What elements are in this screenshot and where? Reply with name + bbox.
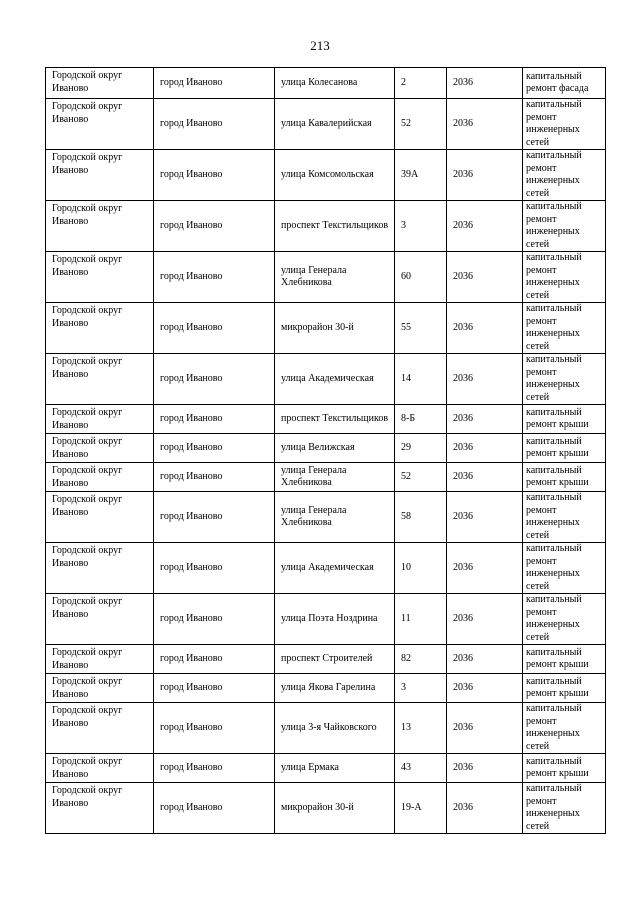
table-row [46,645,606,674]
district-cell: Городской округ Иваново [46,645,154,674]
year-cell: 2036 [447,463,523,492]
city-cell: город Иваново [154,674,275,703]
year-cell: 2036 [447,492,523,543]
street-cell: улица Комсомольская [275,150,395,201]
district-cell: Городской округ Иваново [46,150,154,201]
house-number-cell: 19-А [395,783,447,834]
city-cell: город Иваново [154,645,275,674]
street-cell: улица Генерала Хлебникова [275,463,395,492]
city-cell: город Иваново [154,754,275,783]
district-cell: Городской округ Иваново [46,674,154,703]
year-cell: 2036 [447,99,523,150]
table-row [46,354,606,405]
house-number-cell: 14 [395,354,447,405]
work-type-cell: капитальный ремонт инженерных сетей [523,783,606,834]
city-cell: город Иваново [154,354,275,405]
house-number-cell: 52 [395,99,447,150]
year-cell: 2036 [447,434,523,463]
street-cell: микрорайон 30-й [275,303,395,354]
work-type-cell: капитальный ремонт инженерных сетей [523,252,606,303]
work-type-cell: капитальный ремонт крыши [523,674,606,703]
year-cell: 2036 [447,703,523,754]
year-cell: 2036 [447,674,523,703]
table-row [46,150,606,201]
work-type-cell: капитальный ремонт инженерных сетей [523,594,606,645]
house-number-cell: 52 [395,463,447,492]
table-row [46,405,606,434]
table-row [46,754,606,783]
work-type-cell: капитальный ремонт инженерных сетей [523,703,606,754]
city-cell: город Иваново [154,543,275,594]
table-row [46,492,606,543]
district-cell: Городской округ Иваново [46,754,154,783]
street-cell: улица Якова Гарелина [275,674,395,703]
district-cell: Городской округ Иваново [46,405,154,434]
table-row [46,303,606,354]
year-cell: 2036 [447,754,523,783]
street-cell: микрорайон 30-й [275,783,395,834]
work-type-cell: капитальный ремонт инженерных сетей [523,150,606,201]
house-number-cell: 3 [395,674,447,703]
table-body [46,68,606,834]
district-cell: Городской округ Иваново [46,68,154,99]
district-cell: Городской округ Иваново [46,252,154,303]
year-cell: 2036 [447,201,523,252]
table-row [46,434,606,463]
district-cell: Городской округ Иваново [46,354,154,405]
house-number-cell: 3 [395,201,447,252]
year-cell: 2036 [447,645,523,674]
city-cell: город Иваново [154,492,275,543]
city-cell: город Иваново [154,201,275,252]
street-cell: проспект Текстильщиков [275,201,395,252]
city-cell: город Иваново [154,405,275,434]
house-number-cell: 29 [395,434,447,463]
page-number: 213 [310,38,330,53]
table-row [46,703,606,754]
year-cell: 2036 [447,68,523,99]
table-row [46,594,606,645]
street-cell: улица Генерала Хлебникова [275,492,395,543]
district-cell: Городской округ Иваново [46,303,154,354]
district-cell: Городской округ Иваново [46,783,154,834]
table-row [46,543,606,594]
year-cell: 2036 [447,303,523,354]
city-cell: город Иваново [154,594,275,645]
street-cell: улица Велижская [275,434,395,463]
house-number-cell: 13 [395,703,447,754]
street-cell: улица 3-я Чайковского [275,703,395,754]
district-cell: Городской округ Иваново [46,99,154,150]
city-cell: город Иваново [154,150,275,201]
work-type-cell: капитальный ремонт инженерных сетей [523,543,606,594]
house-number-cell: 39А [395,150,447,201]
street-cell: улица Академическая [275,354,395,405]
work-type-cell: капитальный ремонт инженерных сетей [523,201,606,252]
house-number-cell: 55 [395,303,447,354]
year-cell: 2036 [447,405,523,434]
city-cell: город Иваново [154,99,275,150]
work-type-cell: капитальный ремонт фасада [523,68,606,99]
year-cell: 2036 [447,252,523,303]
year-cell: 2036 [447,783,523,834]
city-cell: город Иваново [154,463,275,492]
year-cell: 2036 [447,594,523,645]
district-cell: Городской округ Иваново [46,594,154,645]
city-cell: город Иваново [154,303,275,354]
district-cell: Городской округ Иваново [46,492,154,543]
street-cell: проспект Строителей [275,645,395,674]
house-number-cell: 2 [395,68,447,99]
table-row [46,674,606,703]
city-cell: город Иваново [154,252,275,303]
work-type-cell: капитальный ремонт инженерных сетей [523,99,606,150]
street-cell: улица Генерала Хлебникова [275,252,395,303]
work-type-cell: капитальный ремонт крыши [523,754,606,783]
house-number-cell: 11 [395,594,447,645]
year-cell: 2036 [447,543,523,594]
work-type-cell: капитальный ремонт крыши [523,645,606,674]
year-cell: 2036 [447,354,523,405]
city-cell: город Иваново [154,783,275,834]
work-type-cell: капитальный ремонт крыши [523,434,606,463]
house-number-cell: 10 [395,543,447,594]
house-number-cell: 8-Б [395,405,447,434]
table-row [46,68,606,99]
table-row [46,201,606,252]
street-cell: проспект Текстильщиков [275,405,395,434]
house-number-cell: 82 [395,645,447,674]
street-cell: улица Академическая [275,543,395,594]
table-row [46,463,606,492]
house-number-cell: 58 [395,492,447,543]
work-type-cell: капитальный ремонт инженерных сетей [523,303,606,354]
table-row [46,783,606,834]
district-cell: Городской округ Иваново [46,463,154,492]
work-type-cell: капитальный ремонт инженерных сетей [523,492,606,543]
street-cell: улица Кавалерийская [275,99,395,150]
district-cell: Городской округ Иваново [46,434,154,463]
work-type-cell: капитальный ремонт инженерных сетей [523,354,606,405]
house-number-cell: 43 [395,754,447,783]
city-cell: город Иваново [154,434,275,463]
city-cell: город Иваново [154,68,275,99]
district-cell: Городской округ Иваново [46,703,154,754]
repair-schedule-table [45,67,606,834]
house-number-cell: 60 [395,252,447,303]
table-row [46,99,606,150]
work-type-cell: капитальный ремонт крыши [523,405,606,434]
street-cell: улица Поэта Ноздрина [275,594,395,645]
street-cell: улица Колесанова [275,68,395,99]
district-cell: Городской округ Иваново [46,543,154,594]
city-cell: город Иваново [154,703,275,754]
work-type-cell: капитальный ремонт крыши [523,463,606,492]
year-cell: 2036 [447,150,523,201]
table-row [46,252,606,303]
district-cell: Городской округ Иваново [46,201,154,252]
street-cell: улица Ермака [275,754,395,783]
